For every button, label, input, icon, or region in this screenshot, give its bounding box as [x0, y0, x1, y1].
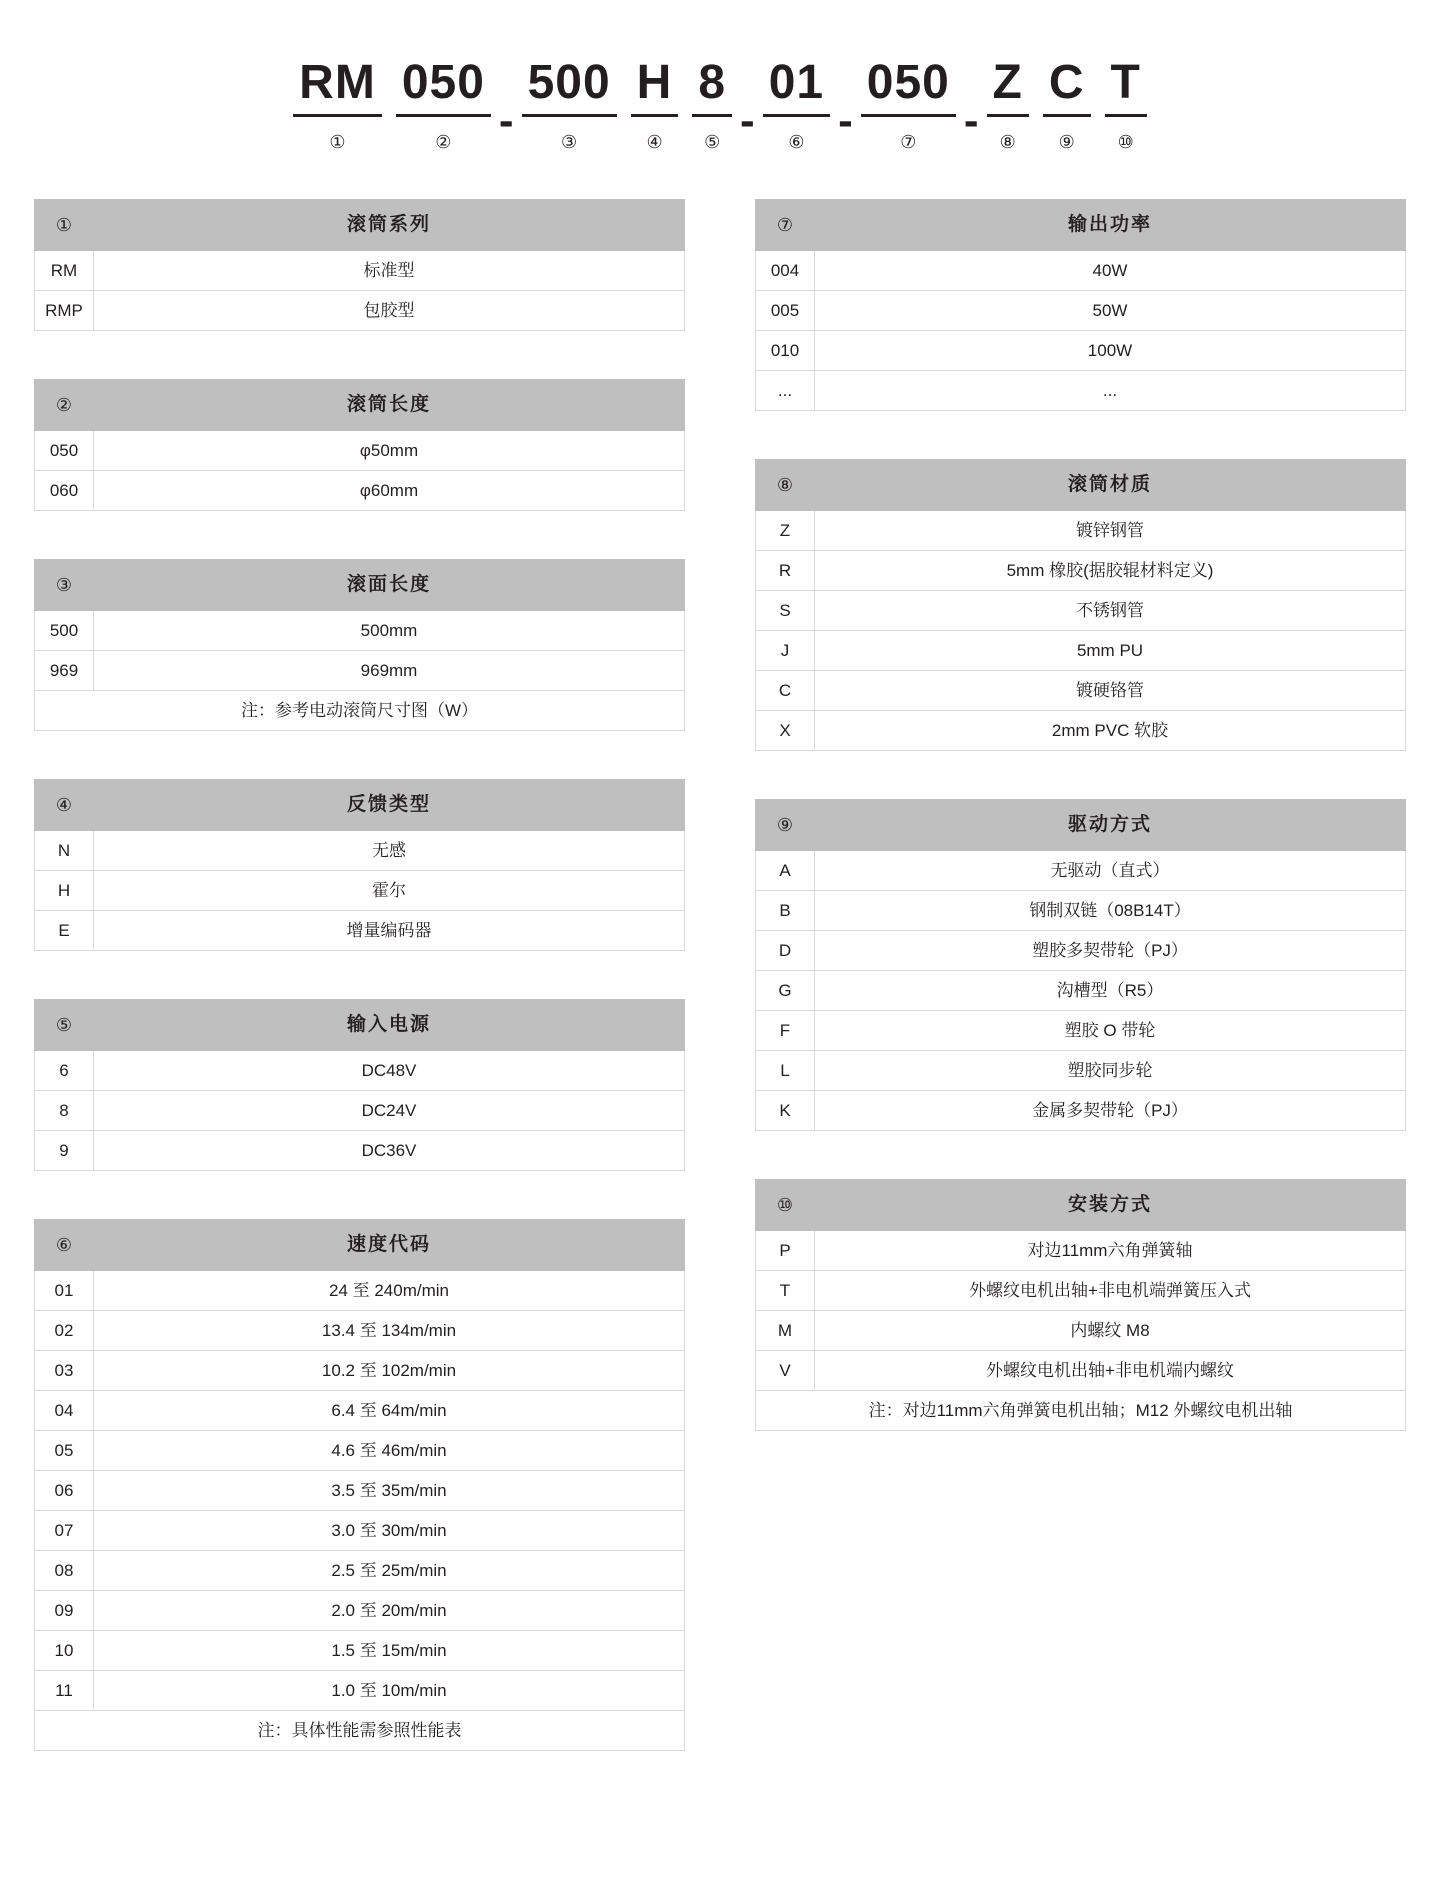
- code-index-3: ③: [561, 132, 578, 152]
- cell-value: 50W: [815, 291, 1406, 331]
- cell-value: 镀锌钢管: [815, 511, 1406, 551]
- table-row: [756, 1011, 1406, 1051]
- table-header-row: [35, 560, 685, 611]
- cell-value: 增量编码器: [94, 911, 685, 951]
- cell-key: G: [756, 971, 815, 1011]
- table-index: ⑨: [756, 800, 815, 851]
- cell-key: 04: [35, 1391, 94, 1431]
- code-dash-3: -: [838, 96, 853, 145]
- cell-value: DC36V: [94, 1131, 685, 1171]
- cell-value: 5mm 橡胶(据胶辊材料定义): [815, 551, 1406, 591]
- cell-value: 金属多契带轮（PJ）: [815, 1091, 1406, 1131]
- code-segment-10: [1105, 52, 1147, 153]
- code-value-6: 01: [763, 52, 830, 117]
- table-index: ③: [35, 560, 94, 611]
- code-segment-6: [763, 52, 830, 153]
- cell-value: 标准型: [94, 251, 685, 291]
- table-row: [756, 551, 1406, 591]
- table-title: 滚面长度: [94, 560, 685, 611]
- table-title: 反馈类型: [94, 780, 685, 831]
- cell-key: 05: [35, 1431, 94, 1471]
- cell-key: 004: [756, 251, 815, 291]
- cell-value: 5mm PU: [815, 631, 1406, 671]
- cell-key: 09: [35, 1591, 94, 1631]
- cell-key: T: [756, 1271, 815, 1311]
- code-value-4: H: [631, 52, 679, 117]
- table-roller-diameter: [34, 379, 685, 511]
- table-row: [35, 651, 685, 691]
- table-roller-material: [755, 459, 1406, 751]
- cell-value: 1.5 至 15m/min: [94, 1631, 685, 1671]
- table-index: ⑤: [35, 1000, 94, 1051]
- cell-value: 40W: [815, 251, 1406, 291]
- table-row: [35, 1091, 685, 1131]
- cell-key: RM: [35, 251, 94, 291]
- table-roller-series: [34, 199, 685, 331]
- table-row: [35, 251, 685, 291]
- cell-value: 24 至 240m/min: [94, 1271, 685, 1311]
- table-row: [756, 591, 1406, 631]
- cell-value: DC24V: [94, 1091, 685, 1131]
- model-code-block: [0, 52, 1440, 153]
- cell-key: 10: [35, 1631, 94, 1671]
- table-row: [35, 1591, 685, 1631]
- cell-key: 02: [35, 1311, 94, 1351]
- cell-value: 6.4 至 64m/min: [94, 1391, 685, 1431]
- table-roller-face-length: [34, 559, 685, 731]
- table-row: [35, 1351, 685, 1391]
- cell-value: 无驱动（直式）: [815, 851, 1406, 891]
- cell-value: 镀硬铬管: [815, 671, 1406, 711]
- table-feedback-type: [34, 779, 685, 951]
- table-note: 注：具体性能需参照性能表: [35, 1711, 685, 1751]
- code-segment-5: [692, 52, 732, 153]
- cell-key: 005: [756, 291, 815, 331]
- cell-value: 沟槽型（R5）: [815, 971, 1406, 1011]
- cell-value: 1.0 至 10m/min: [94, 1671, 685, 1711]
- cell-value: 外螺纹电机出轴+非电机端内螺纹: [815, 1351, 1406, 1391]
- cell-key: S: [756, 591, 815, 631]
- cell-key: J: [756, 631, 815, 671]
- code-value-3: 500: [522, 52, 617, 117]
- cell-key: ...: [756, 371, 815, 411]
- cell-key: 9: [35, 1131, 94, 1171]
- code-value-7: 050: [861, 52, 956, 117]
- left-column: [34, 199, 720, 1799]
- code-index-7: ⑦: [900, 132, 917, 152]
- table-row: [756, 331, 1406, 371]
- table-header-row: [35, 1220, 685, 1271]
- table-row: [756, 1271, 1406, 1311]
- table-row: [35, 1271, 685, 1311]
- code-value-2: 050: [396, 52, 491, 117]
- table-header-row: [35, 1000, 685, 1051]
- cell-key: 060: [35, 471, 94, 511]
- cell-key: 6: [35, 1051, 94, 1091]
- table-row: [756, 671, 1406, 711]
- table-title: 输入电源: [94, 1000, 685, 1051]
- cell-value: 不锈钢管: [815, 591, 1406, 631]
- cell-key: Z: [756, 511, 815, 551]
- table-index: ⑥: [35, 1220, 94, 1271]
- table-row: [756, 971, 1406, 1011]
- table-row: [756, 631, 1406, 671]
- table-row: [35, 1391, 685, 1431]
- cell-value: 内螺纹 M8: [815, 1311, 1406, 1351]
- cell-key: 500: [35, 611, 94, 651]
- table-row: [756, 251, 1406, 291]
- table-row: [756, 711, 1406, 751]
- table-drive-type: [755, 799, 1406, 1131]
- cell-key: 050: [35, 431, 94, 471]
- table-note-row: [35, 1711, 685, 1751]
- cell-value: 3.0 至 30m/min: [94, 1511, 685, 1551]
- cell-key: V: [756, 1351, 815, 1391]
- cell-value: 2.5 至 25m/min: [94, 1551, 685, 1591]
- cell-value: DC48V: [94, 1051, 685, 1091]
- code-segment-1: [293, 52, 382, 153]
- code-index-10: ⑩: [1117, 132, 1134, 152]
- table-row: [756, 371, 1406, 411]
- cell-value: 2mm PVC 软胶: [815, 711, 1406, 751]
- cell-key: 08: [35, 1551, 94, 1591]
- table-header-row: [756, 800, 1406, 851]
- table-title: 滚筒系列: [94, 200, 685, 251]
- cell-value: 100W: [815, 331, 1406, 371]
- cell-key: X: [756, 711, 815, 751]
- table-note-row: [756, 1391, 1406, 1431]
- cell-key: 010: [756, 331, 815, 371]
- table-row: [35, 1631, 685, 1671]
- cell-value: 969mm: [94, 651, 685, 691]
- table-row: [35, 1671, 685, 1711]
- cell-key: E: [35, 911, 94, 951]
- table-input-power: [34, 999, 685, 1171]
- table-row: [35, 831, 685, 871]
- table-title: 滚筒材质: [815, 460, 1406, 511]
- cell-key: C: [756, 671, 815, 711]
- table-row: [756, 1311, 1406, 1351]
- table-row: [35, 911, 685, 951]
- table-row: [35, 471, 685, 511]
- model-code-row: [293, 52, 1147, 153]
- code-segment-4: [631, 52, 679, 153]
- cell-key: 06: [35, 1471, 94, 1511]
- table-row: [35, 1431, 685, 1471]
- code-segment-3: [522, 52, 617, 153]
- table-title: 滚筒长度: [94, 380, 685, 431]
- table-row: [756, 291, 1406, 331]
- table-row: [756, 1231, 1406, 1271]
- cell-value: ...: [815, 371, 1406, 411]
- cell-value: 13.4 至 134m/min: [94, 1311, 685, 1351]
- code-index-9: ⑨: [1058, 132, 1075, 152]
- table-note: 注：对边11mm六角弹簧电机出轴；M12 外螺纹电机出轴: [756, 1391, 1406, 1431]
- table-mounting-type: [755, 1179, 1406, 1431]
- cell-value: 外螺纹电机出轴+非电机端弹簧压入式: [815, 1271, 1406, 1311]
- table-row: [756, 931, 1406, 971]
- cell-key: B: [756, 891, 815, 931]
- cell-key: 03: [35, 1351, 94, 1391]
- code-index-5: ⑤: [704, 132, 721, 152]
- code-value-9: C: [1043, 52, 1091, 117]
- spec-columns: [0, 199, 1440, 1799]
- cell-key: A: [756, 851, 815, 891]
- cell-value: 塑胶同步轮: [815, 1051, 1406, 1091]
- cell-key: K: [756, 1091, 815, 1131]
- code-index-8: ⑧: [999, 132, 1016, 152]
- cell-key: L: [756, 1051, 815, 1091]
- table-row: [756, 1051, 1406, 1091]
- code-value-5: 8: [692, 52, 732, 117]
- cell-key: 8: [35, 1091, 94, 1131]
- code-segment-2: [396, 52, 491, 153]
- table-note: 注：参考电动滚筒尺寸图（W）: [35, 691, 685, 731]
- spec-page: [0, 52, 1440, 1902]
- table-row: [35, 1471, 685, 1511]
- code-value-10: T: [1105, 52, 1147, 117]
- table-header-row: [35, 200, 685, 251]
- table-index: ④: [35, 780, 94, 831]
- cell-value: 500mm: [94, 611, 685, 651]
- table-row: [35, 1051, 685, 1091]
- table-index: ②: [35, 380, 94, 431]
- code-index-1: ①: [329, 132, 346, 152]
- code-segment-7: [861, 52, 956, 153]
- cell-key: R: [756, 551, 815, 591]
- code-value-1: RM: [293, 52, 382, 117]
- cell-value: φ50mm: [94, 431, 685, 471]
- cell-value: 包胶型: [94, 291, 685, 331]
- right-column: [720, 199, 1406, 1799]
- table-header-row: [756, 1180, 1406, 1231]
- cell-value: 霍尔: [94, 871, 685, 911]
- cell-key: 07: [35, 1511, 94, 1551]
- code-dash-4: -: [963, 96, 979, 145]
- cell-key: F: [756, 1011, 815, 1051]
- table-row: [35, 1131, 685, 1171]
- table-row: [756, 891, 1406, 931]
- cell-value: 塑胶多契带轮（PJ）: [815, 931, 1406, 971]
- cell-key: 01: [35, 1271, 94, 1311]
- table-row: [756, 1091, 1406, 1131]
- table-note-row: [35, 691, 685, 731]
- cell-value: 无感: [94, 831, 685, 871]
- cell-value: 4.6 至 46m/min: [94, 1431, 685, 1471]
- cell-key: N: [35, 831, 94, 871]
- table-index: ⑧: [756, 460, 815, 511]
- table-row: [35, 1551, 685, 1591]
- cell-key: RMP: [35, 291, 94, 331]
- table-header-row: [35, 380, 685, 431]
- cell-value: 钢制双链（08B14T）: [815, 891, 1406, 931]
- table-row: [35, 431, 685, 471]
- table-row: [35, 611, 685, 651]
- table-index: ⑦: [756, 200, 815, 251]
- table-row: [35, 291, 685, 331]
- cell-value: φ60mm: [94, 471, 685, 511]
- code-index-2: ②: [435, 132, 452, 152]
- code-index-6: ⑥: [788, 132, 805, 152]
- cell-value: 对边11mm六角弹簧轴: [815, 1231, 1406, 1271]
- cell-value: 塑胶 O 带轮: [815, 1011, 1406, 1051]
- table-index: ⑩: [756, 1180, 815, 1231]
- table-row: [35, 871, 685, 911]
- table-row: [756, 511, 1406, 551]
- code-segment-9: [1043, 52, 1091, 153]
- code-value-8: Z: [987, 52, 1029, 117]
- table-index: ①: [35, 200, 94, 251]
- table-output-power: [755, 199, 1406, 411]
- table-title: 速度代码: [94, 1220, 685, 1271]
- table-row: [756, 1351, 1406, 1391]
- table-row: [35, 1311, 685, 1351]
- table-title: 输出功率: [815, 200, 1406, 251]
- table-speed-code: [34, 1219, 685, 1751]
- cell-value: 2.0 至 20m/min: [94, 1591, 685, 1631]
- code-dash-1: -: [498, 96, 514, 145]
- cell-key: P: [756, 1231, 815, 1271]
- code-dash-2: -: [740, 96, 755, 145]
- cell-key: H: [35, 871, 94, 911]
- cell-value: 3.5 至 35m/min: [94, 1471, 685, 1511]
- cell-value: 10.2 至 102m/min: [94, 1351, 685, 1391]
- table-row: [756, 851, 1406, 891]
- table-header-row: [756, 460, 1406, 511]
- table-header-row: [35, 780, 685, 831]
- table-title: 驱动方式: [815, 800, 1406, 851]
- cell-key: D: [756, 931, 815, 971]
- code-index-4: ④: [646, 132, 663, 152]
- table-header-row: [756, 200, 1406, 251]
- cell-key: M: [756, 1311, 815, 1351]
- code-segment-8: [987, 52, 1029, 153]
- cell-key: 11: [35, 1671, 94, 1711]
- cell-key: 969: [35, 651, 94, 691]
- table-title: 安装方式: [815, 1180, 1406, 1231]
- table-row: [35, 1511, 685, 1551]
